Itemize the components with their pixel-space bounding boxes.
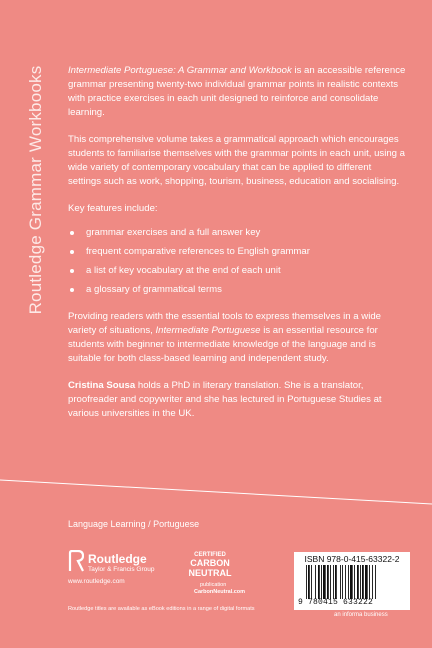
barcode-bar [357,565,359,599]
book-title: Intermediate Portuguese: A Grammar and Workbook [68,65,292,76]
blurb [68,64,406,434]
barcode-bar [348,565,349,599]
barcode-bar [330,565,331,599]
routledge-r-icon [68,550,84,572]
informa-tagline: an informa business [334,612,388,618]
list-item-text: frequent comparative references to English grammar [86,246,310,257]
barcode-bar [365,565,368,599]
list-item [68,283,406,297]
intro-paragraph [68,64,406,120]
barcode-bar [354,565,355,599]
cn-url: CarbonNeutral.com [194,589,246,595]
key-features-list [68,226,406,297]
divider-line [0,470,432,510]
publisher-group: Taylor & Francis Group [88,566,155,573]
barcode-bar [340,565,341,599]
barcode-bar [360,565,361,599]
barcode-bar [318,565,320,599]
isbn-label: ISBN 978-0-415-63322-2 [304,554,400,564]
closing-text-2: is an essential resource for students with beginner to intermediate knowledge of the language and is suitable for both class-based learning and independent study. [68,325,378,364]
intro-text: is an accessible reference grammar presenting twenty-two individual grammar points in realistic contexts with practice exercises in each unit designed to reinforce and consolidate learning. [68,65,406,118]
bullet-icon [70,288,74,292]
list-item-text: a list of key vocabulary at the end of each unit [86,265,281,276]
ebook-disclaimer: Routledge titles are available as eBook editions in a range of digital formats [68,606,255,612]
bullet-icon [70,250,74,254]
barcode-bar [342,565,343,599]
author-bio-text: holds a PhD in literary translation. She is a translator, proofreader and copywriter and she has lectured in Portuguese Studies at various universities in the UK. [68,380,382,419]
barcode-bar [321,565,322,599]
barcode-bar [375,565,376,599]
barcode-bar [372,565,373,599]
barcode [306,565,404,599]
barcode-bar [327,565,329,599]
key-features-heading: Key features include: [68,203,158,214]
list-item [68,245,406,259]
cn-certified: CERTIFIED [194,552,226,558]
publisher-url: www.routledge.com [68,578,125,585]
bullet-icon [70,269,74,273]
publisher-name: Routledge [88,552,147,566]
barcode-bar [315,565,316,599]
barcode-bar [306,565,307,599]
author-bio [68,379,406,421]
barcode-bar [311,565,312,599]
barcode-bar [335,565,337,599]
barcode-bar [323,565,326,599]
barcode-bar [308,565,310,599]
barcode-bar [362,565,364,599]
subject-category: Language Learning / Portuguese [68,519,200,529]
author-name: Cristina Sousa [68,380,136,391]
barcode-bar [345,565,346,599]
closing-paragraph [68,310,406,366]
bullet-icon [70,231,74,235]
list-item [68,226,406,240]
cn-neutral: NEUTRAL [188,568,232,578]
barcode-bar [333,565,334,599]
cn-publication: publication [200,582,227,588]
list-item-text: grammar exercises and a full answer key [86,227,261,238]
isbn-barcode-box [294,552,410,610]
series-title-vertical [22,60,50,320]
barcode-bar [369,565,370,599]
isbn-digits: 9 780415 633222 [298,598,374,607]
barcode-bar [350,565,353,599]
closing-text-1: Providing readers with the essential tools to express themselves in a wide variety of situations, [68,311,382,336]
closing-book-title: Intermediate Portuguese [155,325,261,336]
approach-paragraph: This comprehensive volume takes a grammatical approach which encourages students to familiarise themselves with the grammar points in each unit, using a wide variety of contemporary vocabulary that can be applied to different settings such as work, shopping, tourism, business, education and socialising. [68,134,406,187]
list-item [68,264,406,278]
series-title: Routledge Grammar Workbooks [26,65,45,315]
list-item-text: a glossary of grammatical terms [86,284,222,295]
cn-carbon: CARBON [190,558,230,568]
